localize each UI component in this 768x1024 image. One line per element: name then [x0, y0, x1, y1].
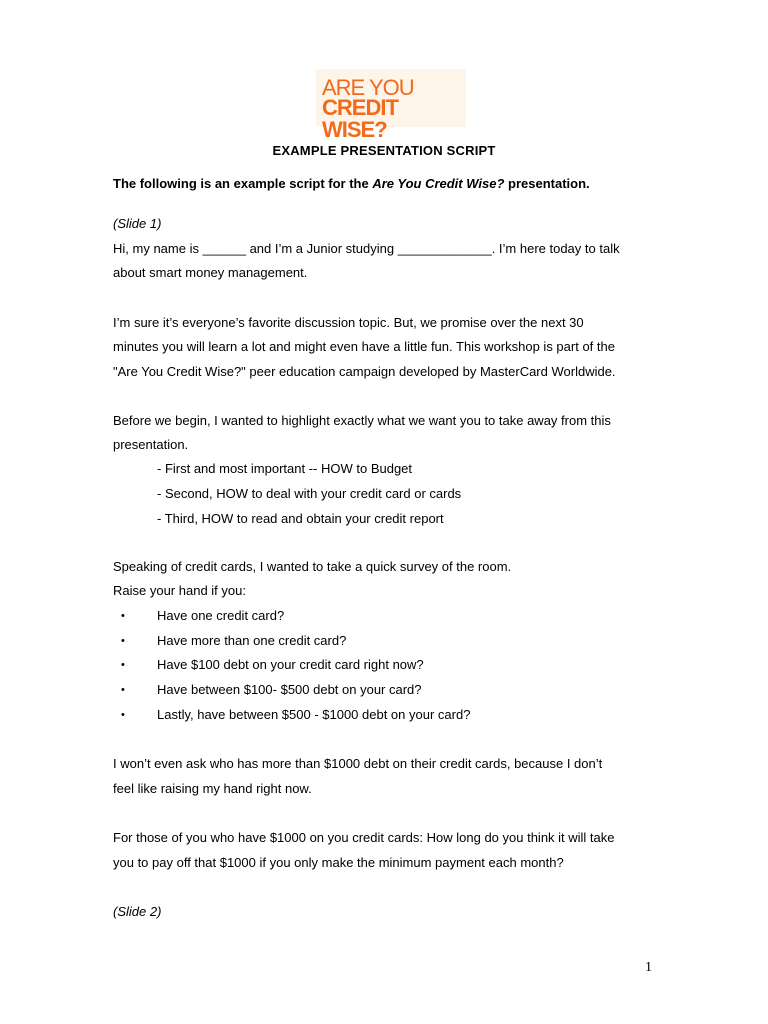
- logo-line-1: ARE YOU: [322, 75, 414, 100]
- takeaway-item: - First and most important -- HOW to Budget: [157, 461, 413, 476]
- intro-italic-title: Are You Credit Wise?: [372, 176, 505, 191]
- p6-line-1: For those of you who have $1000 on you credit cards: How long do you think it will take: [113, 830, 615, 845]
- intro-sentence: [113, 176, 590, 191]
- bullet-icon: •: [121, 709, 125, 721]
- survey-item: Have one credit card?: [157, 608, 285, 623]
- p2-line-3: "Are You Credit Wise?" peer education campaign developed by MasterCard Worldwide.: [113, 364, 616, 379]
- p4-line-1: Speaking of credit cards, I wanted to take a quick survey of the room.: [113, 559, 512, 574]
- p5-line-2: feel like raising my hand right now.: [113, 781, 312, 796]
- document-title: EXAMPLE PRESENTATION SCRIPT: [272, 143, 496, 158]
- survey-item: Have more than one credit card?: [157, 633, 347, 648]
- p3-line-1: Before we begin, I wanted to highlight exactly what we want you to take away from this: [113, 413, 611, 428]
- p6-line-2: you to pay off that $1000 if you only make the minimum payment each month?: [113, 855, 564, 870]
- intro-prefix: The following is an example script for the: [113, 176, 373, 191]
- bullet-icon: •: [121, 610, 125, 622]
- intro-suffix: presentation.: [504, 176, 590, 191]
- bullet-icon: •: [121, 659, 125, 671]
- survey-item: Lastly, have between $500 - $1000 debt on your card?: [157, 707, 471, 722]
- slide-2-label: (Slide 2): [113, 904, 162, 919]
- takeaway-item: - Third, HOW to read and obtain your credit report: [157, 511, 444, 526]
- credit-wise-logo: [316, 69, 466, 142]
- p2-line-1: I’m sure it’s everyone’s favorite discussion topic. But, we promise over the next 30: [113, 315, 584, 330]
- p4-line-2: Raise your hand if you:: [113, 583, 246, 598]
- page-number: 1: [645, 960, 652, 975]
- logo-line-2: CREDIT WISE?: [322, 95, 398, 142]
- survey-item: Have between $100- $500 debt on your card?: [157, 682, 422, 697]
- p3-line-2: presentation.: [113, 437, 189, 452]
- p1-line-1: Hi, my name is ______ and I’m a Junior studying _____________. I’m here today to talk: [113, 241, 620, 256]
- p1-line-2: about smart money management.: [113, 265, 308, 280]
- survey-item: Have $100 debt on your credit card right now?: [157, 657, 424, 672]
- bullet-icon: •: [121, 684, 125, 696]
- slide-1-label: (Slide 1): [113, 216, 162, 231]
- takeaway-item: - Second, HOW to deal with your credit card or cards: [157, 486, 462, 501]
- bullet-icon: •: [121, 635, 125, 647]
- p2-line-2: minutes you will learn a lot and might even have a little fun. This workshop is part of the: [113, 339, 615, 354]
- p5-line-1: I won’t even ask who has more than $1000 debt on their credit cards, because I don’t: [113, 756, 603, 771]
